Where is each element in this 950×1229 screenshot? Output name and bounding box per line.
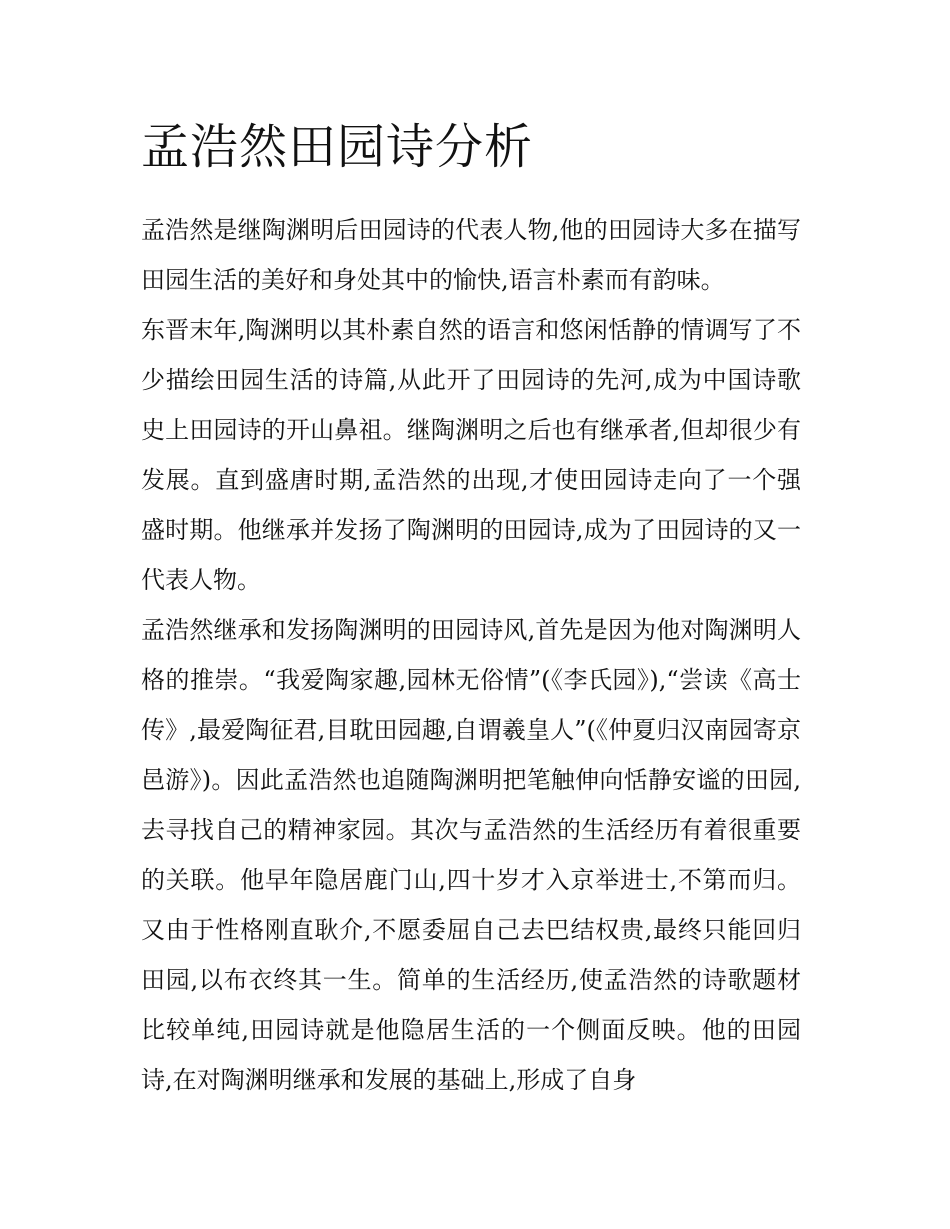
document-page: [141, 115, 801, 1105]
paragraph-2: 东晋末年,陶渊明以其朴素自然的语言和悠闲恬静的情调写了不少描绘田园生活的诗篇,从此开了田园诗的先河,成为中国诗歌史上田园诗的开山鼻祖。继陶渊明之后也有继承者,但却很少有发展。直到盛唐时期,孟浩然的出现,才使田园诗走向了一个强盛时期。他继承并发扬了陶渊明的田园诗,成为了田园诗的又一代表人物。: [141, 316, 801, 594]
paragraph-1: 孟浩然是继陶渊明后田园诗的代表人物,他的田园诗大多在描写田园生活的美好和身处其中的愉快,语言朴素而有韵味。: [141, 216, 801, 294]
paragraph-3: 孟浩然继承和发扬陶渊明的田园诗风,首先是因为他对陶渊明人格的推崇。“我爱陶家趣,园林无俗情”(《李氏园》),“尝读《高士传》,最爱陶征君,目耽田园趣,自谓羲皇人”(《仲夏归汉南园寄京邑游》)。因此孟浩然也追随陶渊明把笔触伸向恬静安谧的田园,去寻找自己的精神家园。其次与孟浩然的生活经历有着很重要的关联。他早年隐居鹿门山,四十岁才入京举进士,不第而归。又由于性格刚直耿介,不愿委屈自己去巴结权贵,最终只能回归田园,以布衣终其一生。简单的生活经历,使孟浩然的诗歌题材比较单纯,田园诗就是他隐居生活的一个侧面反映。他的田园诗,在对陶渊明继承和发展的基础上,形成了自身: [141, 616, 801, 1094]
page-title: 孟浩然田园诗分析: [141, 119, 534, 175]
